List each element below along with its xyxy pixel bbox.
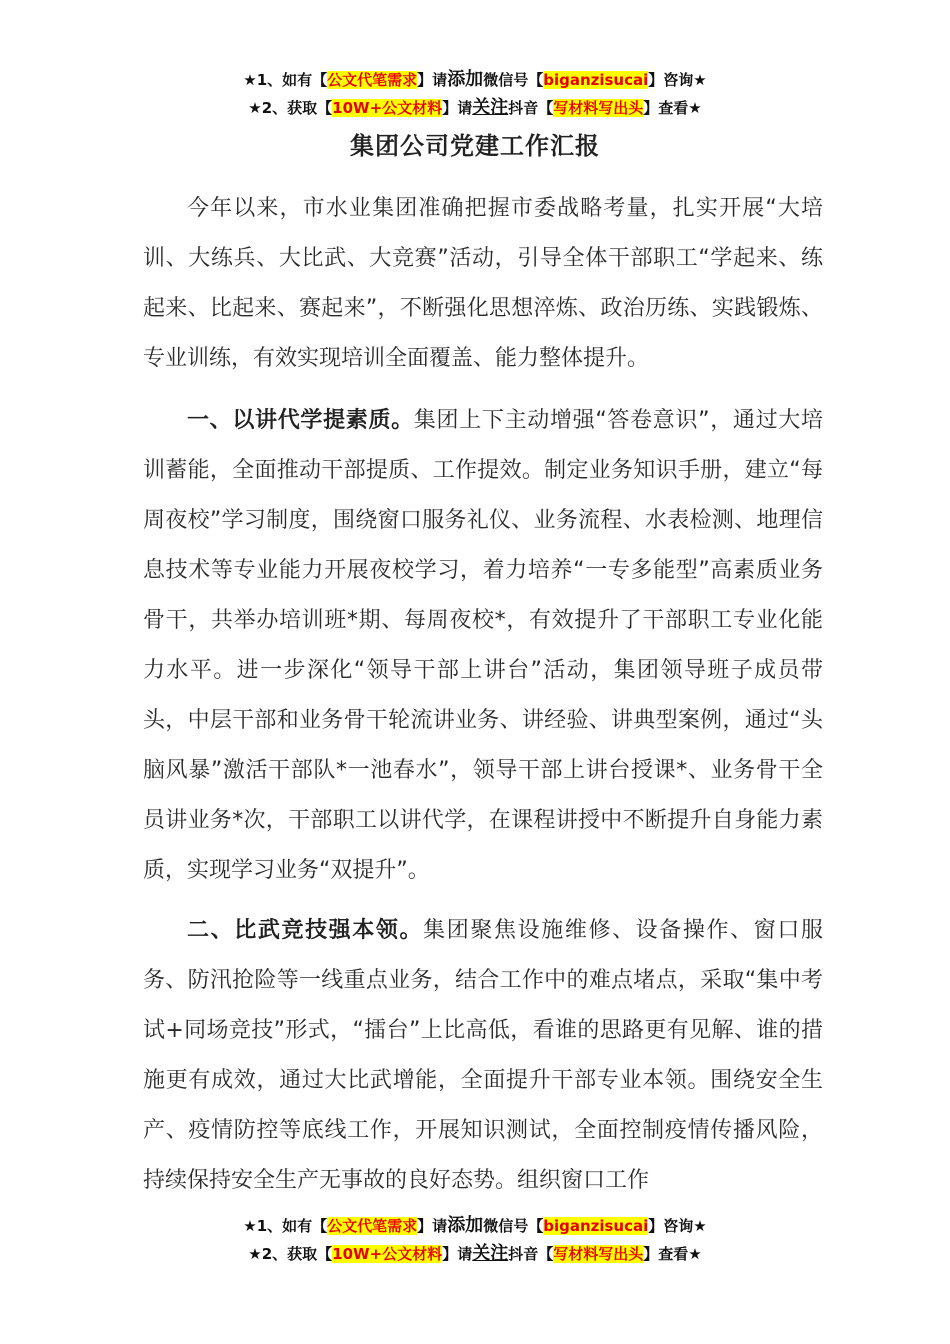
banner-text: ★1、如有【 xyxy=(243,71,328,89)
banner-text: ★1、如有【 xyxy=(243,1217,328,1235)
banner-text: 关注 xyxy=(472,97,509,118)
document-title: 集团公司党建工作汇报 xyxy=(350,132,600,160)
paragraph-text: 集团聚焦设施维修、设备操作、窗口服务、防汛抢险等一线重点业务，结合工作中的难点堵点，采取“集中考试+同场竞技”形式，“擂台”上比高低，看谁的思路更有见解、谁的措施更有成效，通过大比武增能，全面提升干部专业本领。围绕安全生产、疫情防控等底线工作，开展知识测试，全面控制疫情传播风险，持续保持安全生产无事故的良好态势。组织窗口工作 xyxy=(143,918,823,1193)
banner-text: 】查看★ xyxy=(643,1245,702,1263)
banner-line-2 xyxy=(0,1240,950,1268)
banner-highlight: 公文代笔需求 xyxy=(327,1217,418,1235)
banner-text: 】请 xyxy=(417,1217,448,1235)
banner-line-1 xyxy=(0,66,950,94)
banner-text: 】请 xyxy=(442,1245,473,1263)
header-banner xyxy=(0,66,950,122)
banner-highlight: 公文代笔需求 xyxy=(327,71,418,89)
paragraph xyxy=(143,906,823,1206)
banner-text: 】请 xyxy=(417,71,448,89)
banner-text: 】咨询★ xyxy=(648,1217,707,1235)
banner-text: 添加 xyxy=(447,69,484,90)
banner-highlight: 写材料写出头 xyxy=(553,1245,644,1263)
banner-text: 添加 xyxy=(447,1215,484,1236)
banner-text: 】查看★ xyxy=(643,99,702,117)
banner-line-2 xyxy=(0,94,950,122)
paragraph xyxy=(143,184,823,384)
banner-text: 】咨询★ xyxy=(648,71,707,89)
banner-text: 抖音【 xyxy=(508,99,554,117)
paragraph-text: 集团上下主动增强“答卷意识”，通过大培训蓄能，全面推动干部提质、工作提效。制定业务知识手册，建立“每周夜校”学习制度，围绕窗口服务礼仪、业务流程、水表检测、地理信息技术等专业能力开展夜校学习，着力培养“一专多能型”高素质业务骨干，共举办培训班*期、每周夜校*，有效提升了干部职工专业化能力水平。进一步深化“领导干部上讲台”活动，集团领导班子成员带头，中层干部和业务骨干轮流讲业务、讲经验、讲典型案例，通过“头脑风暴”激活干部队*一池春水”，领导干部上讲台授课*、业务骨干全员讲业务*次，干部职工以讲代学，在课程讲授中不断提升自身能力素质，实现学习业务“双提升”。 xyxy=(143,408,823,883)
footer-banner xyxy=(0,1212,950,1268)
banner-highlight: 10W+公文材料 xyxy=(332,1245,443,1263)
banner-line-1 xyxy=(0,1212,950,1240)
banner-text: ★2、获取【 xyxy=(248,99,333,117)
banner-highlight: biganzisucai xyxy=(543,71,649,89)
banner-highlight: 写材料写出头 xyxy=(553,99,644,117)
paragraph-lead: 一、以讲代学提素质。 xyxy=(187,408,414,433)
banner-text: 关注 xyxy=(472,1243,509,1264)
paragraph-lead: 二、比武竞技强本领。 xyxy=(187,918,424,943)
banner-highlight: biganzisucai xyxy=(543,1217,649,1235)
banner-text: 】请 xyxy=(442,99,473,117)
banner-highlight: 10W+公文材料 xyxy=(332,99,443,117)
paragraph xyxy=(143,396,823,896)
banner-text: ★2、获取【 xyxy=(248,1245,333,1263)
banner-text: 微信号【 xyxy=(483,1217,544,1235)
document-body xyxy=(143,184,823,1216)
banner-text: 抖音【 xyxy=(508,1245,554,1263)
banner-text: 微信号【 xyxy=(483,71,544,89)
paragraph-text: 今年以来，市水业集团准确把握市委战略考量，扎实开展“大培训、大练兵、大比武、大竞赛”活动，引导全体干部职工“学起来、练起来、比起来、赛起来”，不断强化思想淬炼、政治历练、实践锻炼、专业训练，有效实现培训全面覆盖、能力整体提升。 xyxy=(143,196,823,371)
